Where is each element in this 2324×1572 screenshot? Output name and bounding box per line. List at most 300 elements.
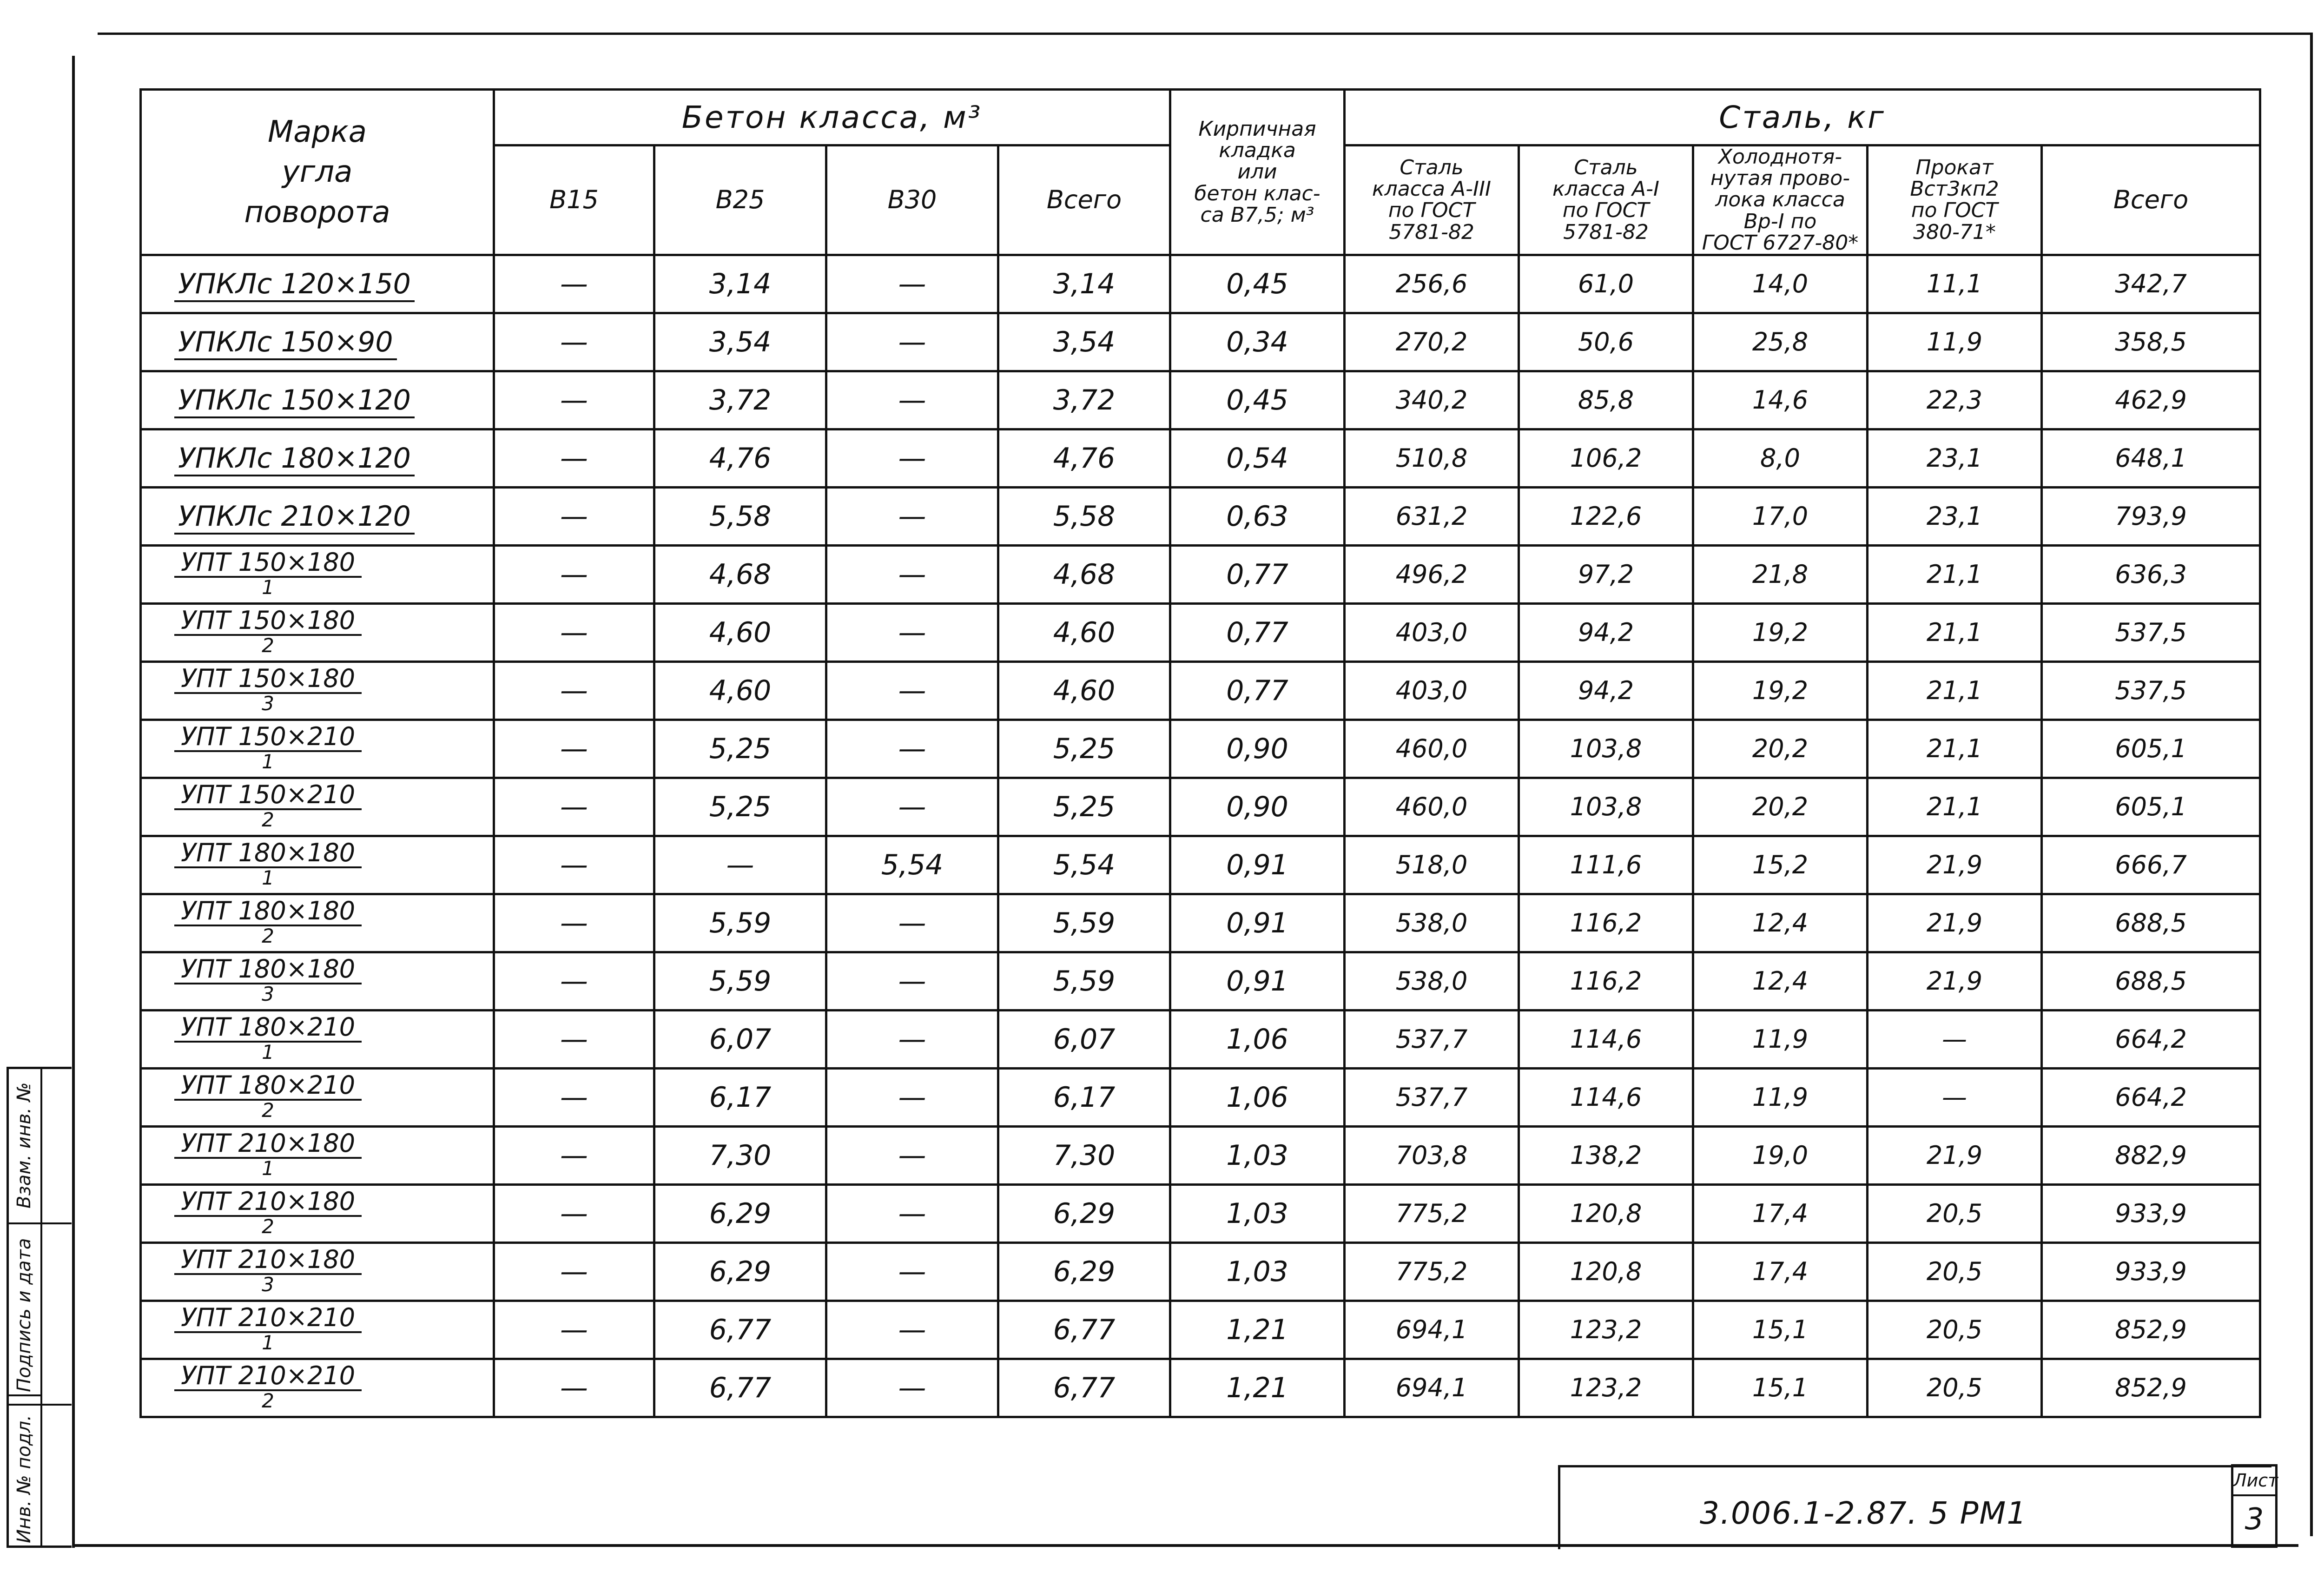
cell-concrete-total: 4,76 bbox=[998, 429, 1170, 487]
cell-b30: — bbox=[826, 661, 998, 720]
cell-steel-total: 342,7 bbox=[2042, 255, 2260, 313]
cell-b25: 6,77 bbox=[654, 1359, 826, 1417]
cell-concrete-total: 5,59 bbox=[998, 952, 1170, 1010]
cell-steel-total: 933,9 bbox=[2042, 1242, 2260, 1301]
cell-steel-rolled: — bbox=[1868, 1068, 2042, 1126]
cell-brick: 0,54 bbox=[1170, 429, 1345, 487]
cell-steel-wire: 17,4 bbox=[1693, 1184, 1868, 1242]
cell-steel-a1: 116,2 bbox=[1519, 894, 1693, 952]
cell-b15: — bbox=[494, 1301, 654, 1359]
cell-steel-rolled: 21,1 bbox=[1868, 661, 2042, 720]
cell-steel-total: 852,9 bbox=[2042, 1301, 2260, 1359]
steel-group-header: Сталь, кг bbox=[1345, 90, 2260, 145]
mark-variant: 2 bbox=[262, 1215, 274, 1238]
cell-steel-a3: 538,0 bbox=[1345, 952, 1519, 1010]
cell-steel-total: 648,1 bbox=[2042, 429, 2260, 487]
mark-name: УПТ 210×180 bbox=[174, 1189, 362, 1217]
cell-steel-total: 666,7 bbox=[2042, 836, 2260, 894]
cell-steel-rolled: 20,5 bbox=[1868, 1184, 2042, 1242]
table-row bbox=[141, 1068, 2260, 1126]
cell-b30: — bbox=[826, 894, 998, 952]
cell-mark bbox=[141, 952, 494, 1010]
cell-steel-a1: 138,2 bbox=[1519, 1126, 1693, 1184]
cell-brick: 1,03 bbox=[1170, 1184, 1345, 1242]
cell-steel-total: 688,5 bbox=[2042, 894, 2260, 952]
cell-b30: — bbox=[826, 1359, 998, 1417]
cell-steel-wire: 8,0 bbox=[1693, 429, 1868, 487]
cell-concrete-total: 6,77 bbox=[998, 1301, 1170, 1359]
table-row bbox=[141, 313, 2260, 371]
cell-brick: 0,63 bbox=[1170, 487, 1345, 545]
cell-steel-total: 605,1 bbox=[2042, 720, 2260, 778]
cell-b30: — bbox=[826, 952, 998, 1010]
mark-name: УПКЛс 150×120 bbox=[174, 384, 415, 418]
cell-b25: 6,29 bbox=[654, 1242, 826, 1301]
cell-steel-rolled: 22,3 bbox=[1868, 371, 2042, 429]
cell-steel-total: 933,9 bbox=[2042, 1184, 2260, 1242]
table-row bbox=[141, 894, 2260, 952]
mark-variant: 1 bbox=[262, 866, 274, 890]
cell-steel-a3: 694,1 bbox=[1345, 1301, 1519, 1359]
table-row bbox=[141, 836, 2260, 894]
table-row bbox=[141, 1301, 2260, 1359]
cell-b15: — bbox=[494, 1242, 654, 1301]
cell-steel-rolled: — bbox=[1868, 1010, 2042, 1068]
cell-mark bbox=[141, 603, 494, 661]
cell-steel-a1: 120,8 bbox=[1519, 1184, 1693, 1242]
cell-b15: — bbox=[494, 545, 654, 603]
cell-b15: — bbox=[494, 778, 654, 836]
cell-b30: — bbox=[826, 720, 998, 778]
cell-steel-total: 688,5 bbox=[2042, 952, 2260, 1010]
mark-name: УПКЛс 210×120 bbox=[174, 500, 415, 535]
cell-brick: 0,77 bbox=[1170, 661, 1345, 720]
sheet-number: 3 bbox=[2245, 1502, 2264, 1537]
mark-variant: 1 bbox=[262, 750, 274, 773]
cell-b15: — bbox=[494, 429, 654, 487]
col-concrete-total: Всего bbox=[998, 145, 1170, 255]
cell-concrete-total: 5,58 bbox=[998, 487, 1170, 545]
cell-steel-total: 636,3 bbox=[2042, 545, 2260, 603]
cell-concrete-total: 4,68 bbox=[998, 545, 1170, 603]
cell-steel-total: 664,2 bbox=[2042, 1010, 2260, 1068]
cell-concrete-total: 6,07 bbox=[998, 1010, 1170, 1068]
cell-steel-a1: 114,6 bbox=[1519, 1010, 1693, 1068]
cell-steel-a1: 116,2 bbox=[1519, 952, 1693, 1010]
cell-b15: — bbox=[494, 1359, 654, 1417]
cell-b30: — bbox=[826, 545, 998, 603]
cell-steel-a1: 94,2 bbox=[1519, 603, 1693, 661]
binding-divider bbox=[9, 1222, 72, 1224]
cell-steel-wire: 17,0 bbox=[1693, 487, 1868, 545]
cell-b25: 4,68 bbox=[654, 545, 826, 603]
cell-steel-rolled: 11,1 bbox=[1868, 255, 2042, 313]
cell-steel-a1: 50,6 bbox=[1519, 313, 1693, 371]
col-steel-wire: Холоднотя- нутая прово- лока класса Вр-I по ГОСТ 6727-80* bbox=[1693, 145, 1868, 255]
cell-steel-a1: 120,8 bbox=[1519, 1242, 1693, 1301]
cell-steel-wire: 11,9 bbox=[1693, 1068, 1868, 1126]
cell-brick: 0,77 bbox=[1170, 545, 1345, 603]
cell-steel-a1: 122,6 bbox=[1519, 487, 1693, 545]
cell-steel-a1: 97,2 bbox=[1519, 545, 1693, 603]
cell-b30: — bbox=[826, 1301, 998, 1359]
cell-steel-total: 537,5 bbox=[2042, 661, 2260, 720]
cell-mark bbox=[141, 1068, 494, 1126]
cell-steel-a1: 106,2 bbox=[1519, 429, 1693, 487]
cell-steel-a1: 114,6 bbox=[1519, 1068, 1693, 1126]
binding-replaced-inv: Взам. инв. № bbox=[13, 1082, 35, 1209]
cell-b25: 6,29 bbox=[654, 1184, 826, 1242]
cell-concrete-total: 6,17 bbox=[998, 1068, 1170, 1126]
cell-steel-a3: 631,2 bbox=[1345, 487, 1519, 545]
specification-table bbox=[139, 88, 2261, 1418]
cell-b15: — bbox=[494, 371, 654, 429]
cell-steel-wire: 19,2 bbox=[1693, 661, 1868, 720]
cell-steel-a3: 460,0 bbox=[1345, 778, 1519, 836]
cell-steel-a3: 496,2 bbox=[1345, 545, 1519, 603]
mark-name: УПТ 180×180 bbox=[174, 840, 362, 868]
cell-steel-rolled: 20,5 bbox=[1868, 1301, 2042, 1359]
brick-header: Кирпичная кладка или бетон клас- са В7,5; м³ bbox=[1170, 90, 1345, 255]
cell-steel-a3: 270,2 bbox=[1345, 313, 1519, 371]
mark-name: УПТ 210×180 bbox=[174, 1131, 362, 1159]
cell-steel-rolled: 21,9 bbox=[1868, 1126, 2042, 1184]
cell-steel-a3: 518,0 bbox=[1345, 836, 1519, 894]
cell-b15: — bbox=[494, 952, 654, 1010]
cell-b25: 5,25 bbox=[654, 778, 826, 836]
cell-steel-a3: 775,2 bbox=[1345, 1242, 1519, 1301]
cell-steel-rolled: 23,1 bbox=[1868, 487, 2042, 545]
table-header bbox=[141, 90, 2260, 255]
cell-steel-a1: 103,8 bbox=[1519, 720, 1693, 778]
cell-steel-a3: 537,7 bbox=[1345, 1068, 1519, 1126]
cell-b30: — bbox=[826, 1184, 998, 1242]
cell-steel-total: 537,5 bbox=[2042, 603, 2260, 661]
cell-b25: 5,25 bbox=[654, 720, 826, 778]
col-b15: В15 bbox=[494, 145, 654, 255]
cell-steel-wire: 15,1 bbox=[1693, 1359, 1868, 1417]
cell-steel-a3: 537,7 bbox=[1345, 1010, 1519, 1068]
cell-b30: — bbox=[826, 429, 998, 487]
cell-b15: — bbox=[494, 487, 654, 545]
cell-steel-total: 793,9 bbox=[2042, 487, 2260, 545]
cell-steel-wire: 12,4 bbox=[1693, 952, 1868, 1010]
cell-steel-total: 605,1 bbox=[2042, 778, 2260, 836]
table-row bbox=[141, 487, 2260, 545]
cell-steel-total: 664,2 bbox=[2042, 1068, 2260, 1126]
cell-b15: — bbox=[494, 1068, 654, 1126]
mark-name: УПТ 180×210 bbox=[174, 1073, 362, 1101]
cell-steel-total: 852,9 bbox=[2042, 1359, 2260, 1417]
mark-name: УПТ 210×210 bbox=[174, 1305, 362, 1333]
table-row bbox=[141, 545, 2260, 603]
mark-variant: 1 bbox=[262, 1157, 274, 1180]
cell-b15: — bbox=[494, 1184, 654, 1242]
cell-b25: 3,14 bbox=[654, 255, 826, 313]
mark-name: УПТ 150×180 bbox=[174, 550, 362, 578]
cell-b25: 6,07 bbox=[654, 1010, 826, 1068]
table-row bbox=[141, 661, 2260, 720]
mark-variant: 2 bbox=[262, 925, 274, 948]
cell-b15: — bbox=[494, 720, 654, 778]
cell-steel-a3: 256,6 bbox=[1345, 255, 1519, 313]
cell-mark bbox=[141, 1184, 494, 1242]
mark-variant: 1 bbox=[262, 1331, 274, 1354]
cell-mark bbox=[141, 836, 494, 894]
table-row bbox=[141, 952, 2260, 1010]
cell-b15: — bbox=[494, 836, 654, 894]
cell-concrete-total: 3,14 bbox=[998, 255, 1170, 313]
cell-steel-wire: 14,6 bbox=[1693, 371, 1868, 429]
sheet-label: Лист bbox=[2233, 1466, 2275, 1496]
cell-steel-total: 882,9 bbox=[2042, 1126, 2260, 1184]
cell-steel-a3: 403,0 bbox=[1345, 661, 1519, 720]
cell-brick: 1,21 bbox=[1170, 1359, 1345, 1417]
cell-steel-a1: 103,8 bbox=[1519, 778, 1693, 836]
mark-name: УПКЛс 180×120 bbox=[174, 442, 415, 476]
cell-steel-wire: 20,2 bbox=[1693, 720, 1868, 778]
cell-steel-total: 462,9 bbox=[2042, 371, 2260, 429]
cell-steel-rolled: 21,1 bbox=[1868, 720, 2042, 778]
cell-brick: 0,91 bbox=[1170, 894, 1345, 952]
cell-steel-a3: 694,1 bbox=[1345, 1359, 1519, 1417]
cell-b25: 6,17 bbox=[654, 1068, 826, 1126]
table-row bbox=[141, 1242, 2260, 1301]
table-row bbox=[141, 1184, 2260, 1242]
cell-b30: — bbox=[826, 778, 998, 836]
cell-steel-rolled: 21,1 bbox=[1868, 603, 2042, 661]
cell-steel-a1: 123,2 bbox=[1519, 1301, 1693, 1359]
cell-mark bbox=[141, 1301, 494, 1359]
cell-concrete-total: 5,59 bbox=[998, 894, 1170, 952]
col-steel-a3: Сталь класса А-III по ГОСТ 5781-82 bbox=[1345, 145, 1519, 255]
cell-brick: 0,90 bbox=[1170, 778, 1345, 836]
table-body bbox=[141, 255, 2260, 1417]
mark-name: УПТ 150×210 bbox=[174, 782, 362, 810]
cell-b30: — bbox=[826, 313, 998, 371]
concrete-group-header: Бетон класса, м³ bbox=[494, 90, 1170, 145]
cell-brick: 0,91 bbox=[1170, 836, 1345, 894]
cell-steel-a1: 94,2 bbox=[1519, 661, 1693, 720]
cell-steel-rolled: 11,9 bbox=[1868, 313, 2042, 371]
cell-mark bbox=[141, 371, 494, 429]
mark-name: УПТ 150×180 bbox=[174, 608, 362, 636]
cell-mark bbox=[141, 1126, 494, 1184]
cell-b25: 5,59 bbox=[654, 894, 826, 952]
cell-steel-a3: 340,2 bbox=[1345, 371, 1519, 429]
table-row bbox=[141, 1126, 2260, 1184]
mark-name: УПТ 150×210 bbox=[174, 724, 362, 752]
cell-brick: 0,90 bbox=[1170, 720, 1345, 778]
cell-brick: 1,03 bbox=[1170, 1126, 1345, 1184]
cell-steel-a3: 403,0 bbox=[1345, 603, 1519, 661]
cell-mark bbox=[141, 313, 494, 371]
cell-steel-rolled: 23,1 bbox=[1868, 429, 2042, 487]
cell-steel-a3: 510,8 bbox=[1345, 429, 1519, 487]
cell-steel-wire: 17,4 bbox=[1693, 1242, 1868, 1301]
cell-brick: 0,45 bbox=[1170, 371, 1345, 429]
cell-steel-rolled: 21,1 bbox=[1868, 545, 2042, 603]
mark-name: УПТ 210×180 bbox=[174, 1247, 362, 1275]
cell-steel-wire: 19,2 bbox=[1693, 603, 1868, 661]
cell-b25: 7,30 bbox=[654, 1126, 826, 1184]
col-b25: В25 bbox=[654, 145, 826, 255]
cell-mark bbox=[141, 894, 494, 952]
mark-name: УПТ 180×210 bbox=[174, 1015, 362, 1043]
cell-concrete-total: 5,25 bbox=[998, 720, 1170, 778]
mark-name: УПТ 180×180 bbox=[174, 957, 362, 984]
cell-brick: 0,77 bbox=[1170, 603, 1345, 661]
cell-steel-wire: 12,4 bbox=[1693, 894, 1868, 952]
cell-steel-wire: 25,8 bbox=[1693, 313, 1868, 371]
cell-steel-rolled: 21,1 bbox=[1868, 778, 2042, 836]
mark-variant: 3 bbox=[262, 692, 274, 715]
cell-steel-a1: 61,0 bbox=[1519, 255, 1693, 313]
cell-steel-wire: 11,9 bbox=[1693, 1010, 1868, 1068]
mark-variant: 3 bbox=[262, 1273, 274, 1296]
cell-b25: — bbox=[654, 836, 826, 894]
mark-name: УПТ 150×180 bbox=[174, 666, 362, 694]
cell-concrete-total: 3,54 bbox=[998, 313, 1170, 371]
cell-b15: — bbox=[494, 1010, 654, 1068]
table-row bbox=[141, 720, 2260, 778]
cell-mark bbox=[141, 778, 494, 836]
title-block bbox=[1558, 1465, 2271, 1549]
cell-mark bbox=[141, 429, 494, 487]
col-steel-total: Всего bbox=[2042, 145, 2260, 255]
binding-divider bbox=[9, 1404, 72, 1406]
mark-variant: 2 bbox=[262, 1389, 274, 1413]
cell-b25: 3,72 bbox=[654, 371, 826, 429]
cell-brick: 0,91 bbox=[1170, 952, 1345, 1010]
cell-b25: 3,54 bbox=[654, 313, 826, 371]
cell-brick: 1,03 bbox=[1170, 1242, 1345, 1301]
cell-mark bbox=[141, 255, 494, 313]
cell-b15: — bbox=[494, 255, 654, 313]
mark-variant: 1 bbox=[262, 1041, 274, 1064]
cell-steel-rolled: 21,9 bbox=[1868, 952, 2042, 1010]
cell-concrete-total: 4,60 bbox=[998, 661, 1170, 720]
cell-b30: — bbox=[826, 1010, 998, 1068]
table-row bbox=[141, 778, 2260, 836]
mark-name: УПКЛс 120×150 bbox=[174, 268, 415, 302]
cell-b30: — bbox=[826, 603, 998, 661]
cell-concrete-total: 6,29 bbox=[998, 1242, 1170, 1301]
cell-steel-a1: 85,8 bbox=[1519, 371, 1693, 429]
cell-b30: — bbox=[826, 255, 998, 313]
cell-steel-a1: 123,2 bbox=[1519, 1359, 1693, 1417]
table-row bbox=[141, 371, 2260, 429]
cell-steel-a1: 111,6 bbox=[1519, 836, 1693, 894]
cell-b25: 6,77 bbox=[654, 1301, 826, 1359]
cell-brick: 0,34 bbox=[1170, 313, 1345, 371]
cell-b30: — bbox=[826, 371, 998, 429]
binding-strip bbox=[7, 1067, 72, 1548]
cell-steel-rolled: 20,5 bbox=[1868, 1359, 2042, 1417]
mark-name: УПКЛс 150×90 bbox=[174, 326, 397, 360]
mark-variant: 2 bbox=[262, 634, 274, 657]
mark-header: Марка угла поворота bbox=[141, 90, 494, 255]
mark-variant: 2 bbox=[262, 808, 274, 832]
cell-b25: 5,58 bbox=[654, 487, 826, 545]
cell-b25: 4,76 bbox=[654, 429, 826, 487]
cell-b15: — bbox=[494, 313, 654, 371]
cell-steel-wire: 19,0 bbox=[1693, 1126, 1868, 1184]
cell-b25: 5,59 bbox=[654, 952, 826, 1010]
cell-concrete-total: 6,77 bbox=[998, 1359, 1170, 1417]
mark-name: УПТ 180×180 bbox=[174, 898, 362, 926]
cell-b30: — bbox=[826, 487, 998, 545]
cell-brick: 1,06 bbox=[1170, 1010, 1345, 1068]
cell-mark bbox=[141, 661, 494, 720]
cell-steel-a3: 775,2 bbox=[1345, 1184, 1519, 1242]
binding-signature-date: Подпись и дата bbox=[13, 1238, 35, 1392]
cell-mark bbox=[141, 545, 494, 603]
cell-concrete-total: 5,25 bbox=[998, 778, 1170, 836]
cell-concrete-total: 5,54 bbox=[998, 836, 1170, 894]
cell-b15: — bbox=[494, 661, 654, 720]
table-row bbox=[141, 603, 2260, 661]
cell-steel-wire: 20,2 bbox=[1693, 778, 1868, 836]
cell-concrete-total: 7,30 bbox=[998, 1126, 1170, 1184]
cell-brick: 1,06 bbox=[1170, 1068, 1345, 1126]
cell-b15: — bbox=[494, 1126, 654, 1184]
cell-steel-wire: 15,1 bbox=[1693, 1301, 1868, 1359]
cell-steel-rolled: 21,9 bbox=[1868, 894, 2042, 952]
cell-steel-wire: 14,0 bbox=[1693, 255, 1868, 313]
mark-variant: 1 bbox=[262, 576, 274, 599]
table-row bbox=[141, 255, 2260, 313]
document-code: 3.006.1-2.87. 5 РМ1 bbox=[1700, 1495, 2027, 1531]
cell-mark bbox=[141, 1242, 494, 1301]
cell-mark bbox=[141, 720, 494, 778]
cell-b25: 4,60 bbox=[654, 603, 826, 661]
cell-steel-wire: 21,8 bbox=[1693, 545, 1868, 603]
cell-steel-a3: 538,0 bbox=[1345, 894, 1519, 952]
mark-variant: 2 bbox=[262, 1099, 274, 1122]
frame-left-line bbox=[72, 56, 75, 1548]
cell-b30: — bbox=[826, 1242, 998, 1301]
cell-steel-total: 358,5 bbox=[2042, 313, 2260, 371]
cell-brick: 0,45 bbox=[1170, 255, 1345, 313]
cell-mark bbox=[141, 1359, 494, 1417]
cell-b30: 5,54 bbox=[826, 836, 998, 894]
table-row bbox=[141, 1010, 2260, 1068]
cell-brick: 1,21 bbox=[1170, 1301, 1345, 1359]
sheet-number-box bbox=[2231, 1464, 2278, 1548]
cell-concrete-total: 3,72 bbox=[998, 371, 1170, 429]
col-steel-rolled: Прокат Вст3кп2 по ГОСТ 380-71* bbox=[1868, 145, 2042, 255]
cell-concrete-total: 6,29 bbox=[998, 1184, 1170, 1242]
table-row bbox=[141, 429, 2260, 487]
cell-steel-a3: 460,0 bbox=[1345, 720, 1519, 778]
cell-steel-a3: 703,8 bbox=[1345, 1126, 1519, 1184]
cell-mark bbox=[141, 1010, 494, 1068]
cell-steel-rolled: 20,5 bbox=[1868, 1242, 2042, 1301]
col-b30: В30 bbox=[826, 145, 998, 255]
table-row bbox=[141, 1359, 2260, 1417]
cell-b30: — bbox=[826, 1126, 998, 1184]
cell-steel-rolled: 21,9 bbox=[1868, 836, 2042, 894]
cell-b15: — bbox=[494, 603, 654, 661]
cell-mark bbox=[141, 487, 494, 545]
cell-concrete-total: 4,60 bbox=[998, 603, 1170, 661]
binding-inv-number: Инв. № подл. bbox=[13, 1415, 35, 1543]
mark-name: УПТ 210×210 bbox=[174, 1363, 362, 1391]
cell-b15: — bbox=[494, 894, 654, 952]
col-steel-a1: Сталь класса А-I по ГОСТ 5781-82 bbox=[1519, 145, 1693, 255]
cell-steel-wire: 15,2 bbox=[1693, 836, 1868, 894]
